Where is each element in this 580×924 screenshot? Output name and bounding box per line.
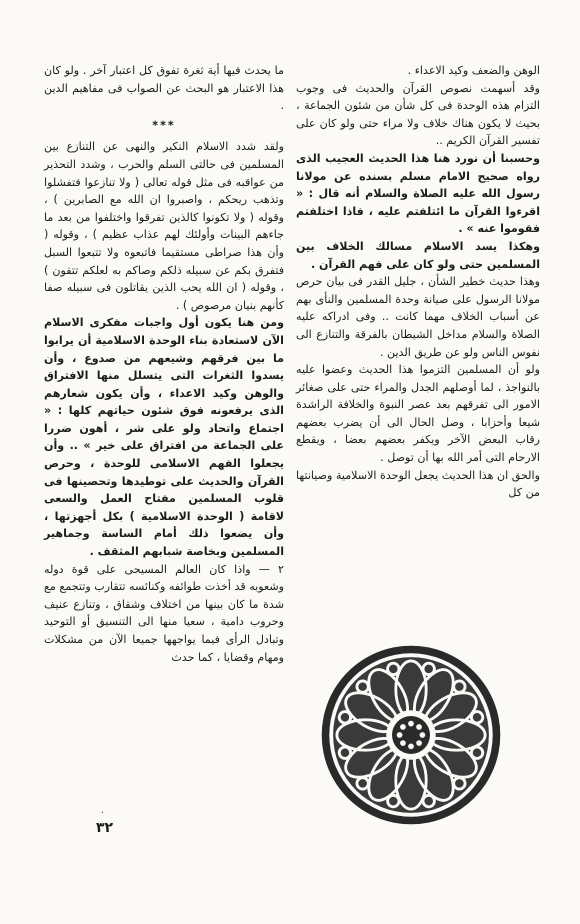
paragraph: ولقد شدد الاسلام النكير والنهى عن التنازع بين المسلمين فى حالتى السلم والحرب ، وشدد التحذير من عواقبه فى مثل قوله تعالى ( ولا تنازعوا فتفشلوا وتذهب ريحكم ، واصبروا ان الله مع الصابرين ) ، وقوله ( ولا تكونوا كالذين تفرقوا واختلفوا من بعد ما جاءهم البينات وأولئك لهم عذاب عظيم ) ، وقوله ( وأن هذا صراطى مستقيما فاتبعوه ولا تتبعوا السبل فتفرق بكم عن سبيله ذلكم وصاكم به لعلكم تتقون ) ، وقوله ( ان الله يحب الذين يقاتلون فى سبيله صفا كأنهم بنيان مرصوص ) . [44, 140, 284, 312]
paragraph: وهكذا يسد الاسلام مسالك الخلاف بين المسلمين حتى ولو كان على فهم القرآن . [296, 239, 540, 271]
page-number: ٣٢ [96, 820, 114, 836]
paragraph: وحسبنا أن نورد هنا هذا الحديث العجيب الذى رواه صحيح الامام مسلم بسنده عن مولانا رسول الله عليه الصلاة والسلام أنه قال : « اقرءوا القرآن ما ائتلفتم عليه ، فاذا اختلفتم فقوموا عنه » . [296, 151, 540, 236]
paragraph: ٢ — واذا كان العالم المسيحى على قوة دوله وشعوبه قد أخذت طوائفه وكنائسه تتقارب وتتجمع مع شدة ما كان بينها من اختلاف وشقاق ، وتنازع عنيف وحروب دامية ، سعيا منها الى التنسيق أو التوحيد وتبادل الرأى فيما يواجهها جميعا الآن من مشكلات ومهام وقضايا ، كما حدث [44, 562, 284, 664]
paragraph: ومن هنا يكون أول واجبات مفكرى الاسلام الآن لاستعادة بناء الوحدة الاسلامية أن يرابوا ما بين فرقهم وشيعهم من صدوع ، وأن يسدوا الثغرات التى يتسلل منها الافتراق والوهن وكيد الاعداء ، وأن يكون شعارهم الذى يرفعونه فوق شئون حياتهم كلها : « اجتماع واتحاد ولو على شر ، أهون ضررا على الجماعة من افتراق على خير » .. وأن يجعلوا الفهم الاسلامى للوحدة ، وحرص القرآن والحديث على توطيدها وتحصينها فى قلوب المسلمين مفتاح العمل والسعى لاقامة ( الوحدة الاسلامية ) بكل أجهزتها ، وأن يضعوا ذلك أمام الساسة وجماهير المسلمين وبخاصة شبابهم المثقف . [44, 316, 284, 559]
paragraph: وهذا حديث خطير الشأن ، جليل القدر فى بيان حرص مولانا الرسول على صيانة وحدة المسلمين والنأى بهم عن أسباب الخلاف مهما كانت .. وفى ادراكه عليه الصلاة والسلام مداخل الشيطان بالفرقة والتنازع الى نفوس الناس ولو عن طريق الدين . [296, 275, 540, 359]
paragraph: ما يحدث فيها أية ثغرة تفوق كل اعتبار آخر . ولو كان هذا الاعتبار هو البحث عن الصواب فى مفاهيم الدين . [44, 64, 284, 113]
left-column-top [44, 62, 284, 115]
right-column [296, 62, 540, 502]
page-mark: ٠ [100, 808, 105, 818]
left-column-bottom [44, 138, 284, 666]
paragraph: ولو أن المسلمين التزموا هذا الحديث وعضوا عليه بالنواجذ ، لما أوصلهم الجدل والمراء حتى على صغائر الامور الى تفرقهم بعد عصر النبوة والخلافة الراشدة شيعا وأحزابا ، وصل الحال الى أن يضرب بعضهم رقاب البعض الآخر ويكفر بعضهم بعضا ، ويقطع الارحام التى أمر الله بها أن توصل . [296, 363, 540, 465]
ornament-rosette-icon [316, 640, 506, 830]
section-separator: *** [152, 118, 176, 132]
paragraph: الوهن والضعف وكيد الاعداء . [407, 64, 540, 77]
paragraph: وقد أسهمت نصوص القرآن والحديث فى وجوب التزام هذه الوحدة فى كل شأن من شئون الجماعة ، بحيث لا يكون هناك خلاف ولا مراء حتى ولو كان على تفسير القرآن الكريم .. [296, 81, 540, 148]
paragraph: والحق ان هذا الحديث يجعل الوحدة الاسلامية وصيانتها من كل [295, 468, 540, 500]
left-column [44, 62, 284, 666]
